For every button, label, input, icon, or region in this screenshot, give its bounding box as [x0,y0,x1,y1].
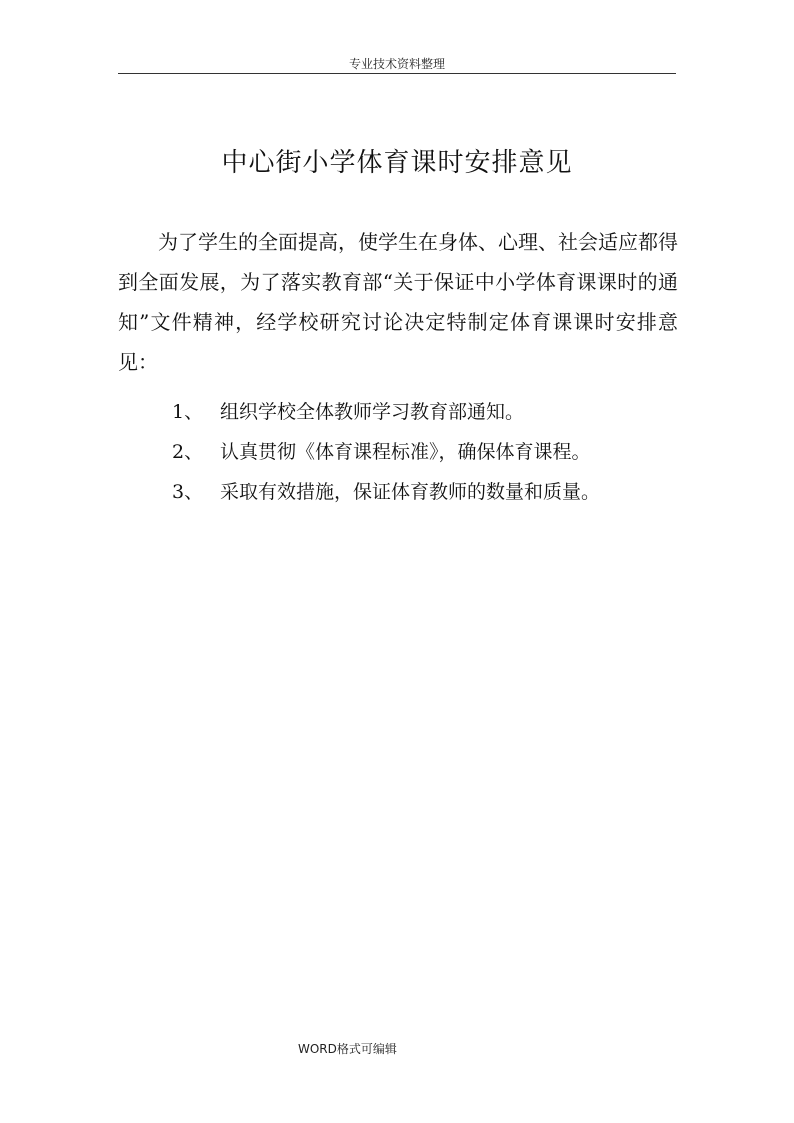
numbered-list [172,392,692,512]
list-item [172,432,692,472]
list-item-number: 1、 [172,401,204,423]
header-divider [118,73,676,74]
list-item [172,392,692,432]
intro-paragraph: 为了学生的全面提高，使学生在身体、心理、社会适应都得到全面发展，为了落实教育部“关于保证中小学体育课课时的通知”文件精神，经学校研究讨论决定特制定体育课课时安排意见： [118,230,678,374]
page-footer: WORD格式可编辑 [298,1042,397,1056]
list-item-text: 认真贯彻《体育课程标准》，确保体育课程。 [220,441,591,463]
list-item-number: 2、 [172,441,204,463]
list-item-number: 3、 [172,481,204,503]
list-item-text: 采取有效措施，保证体育教师的数量和质量。 [220,481,601,503]
page-header: 专业技术资料整理 [348,57,445,71]
list-item-text: 组织学校全体教师学习教育部通知。 [220,401,525,423]
document-title: 中心街小学体育课时安排意见 [221,148,573,178]
list-item [172,472,692,512]
